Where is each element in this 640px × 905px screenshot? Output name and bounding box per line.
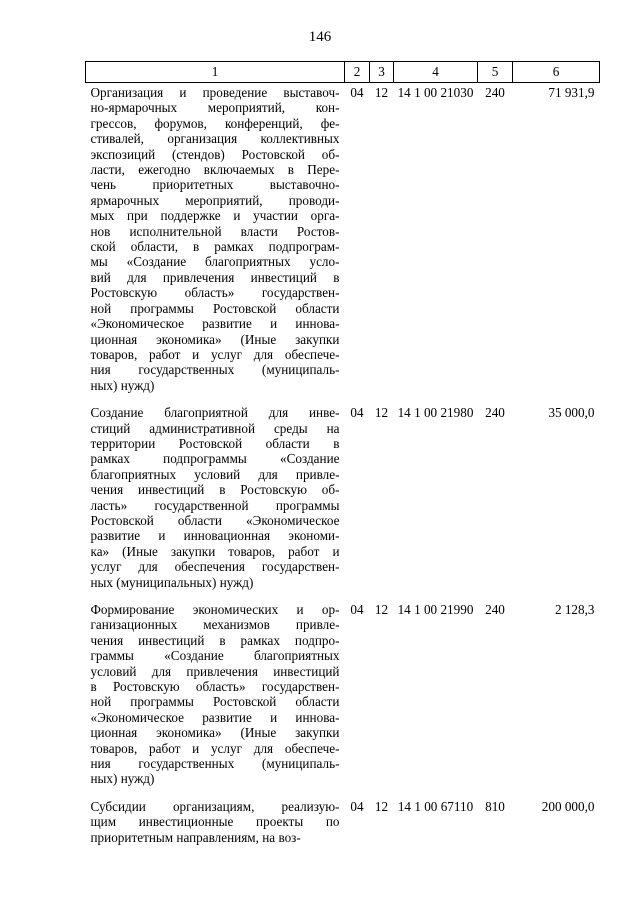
expense-name-line: ласти, ежегодно включаемых в Пере- <box>90 162 340 178</box>
subsection-code: 12 <box>374 798 389 814</box>
expense-name-line: ных) нужд) <box>90 771 155 787</box>
column-header-3: 3 <box>370 62 394 83</box>
expense-name-line: ционная экономика» (Иные закупки <box>90 725 340 741</box>
expense-name-line: территории Ростовской области в <box>90 435 340 451</box>
section-code: 04 <box>350 798 364 814</box>
expense-type-code: 240 <box>485 602 505 617</box>
expense-name-line: ных) нужд) <box>90 377 155 393</box>
page-number: 146 <box>308 29 332 45</box>
expense-name-line: ярмарочных мероприятий, проводи- <box>90 192 340 208</box>
expense-name-line: ка» (Иные закупки товаров, работ и <box>90 543 340 559</box>
expense-name-line: «Экономическое развитие и иннова- <box>90 316 340 332</box>
expense-name-line: «Экономическое развитие и иннова- <box>90 709 340 725</box>
expense-name-line: ласть» государственной программы <box>90 497 340 513</box>
expense-name-line: мы «Создание благоприятных усло- <box>90 254 340 270</box>
table-row <box>86 403 600 600</box>
expense-name-line: стивалей, организация коллективных <box>90 131 340 147</box>
expense-name <box>86 403 345 600</box>
table-body <box>86 83 600 846</box>
expense-name-line: стиций административной среды на <box>90 420 340 436</box>
expense-name-line: экспозиций (стендов) Ростовской об- <box>90 146 340 162</box>
expense-name-line: ния государственных (муниципаль- <box>90 756 340 772</box>
expense-name-line: ной программы Ростовской области <box>90 694 340 710</box>
column-header-6: 6 <box>513 62 600 83</box>
expense-type-code: 240 <box>485 405 505 421</box>
target-article-code: 14 1 00 21030 <box>397 85 474 100</box>
expense-name-line: Создание благоприятной для инве- <box>90 405 340 421</box>
expense-name-line: Организация и проведение выставоч- <box>90 85 340 100</box>
subsection-code: 12 <box>374 405 389 421</box>
column-header-1: 1 <box>86 62 345 83</box>
expense-name-line: чень приоритетных выставочно- <box>90 177 340 193</box>
amount: 2 128,3 <box>554 602 595 617</box>
expense-name-line: Ростовской области «Экономическое <box>90 512 340 528</box>
expense-name <box>86 83 345 404</box>
table-row <box>86 797 600 845</box>
column-header-2: 2 <box>345 62 370 83</box>
expense-name-line: развитие и инновационная экономи- <box>90 528 340 544</box>
expense-name <box>86 797 345 845</box>
budget-table <box>85 61 600 845</box>
section-code: 04 <box>350 85 364 100</box>
expense-name-line: приоритетным направлениям, на воз- <box>90 829 301 845</box>
target-article-code: 14 1 00 21990 <box>397 602 474 617</box>
amount: 200 000,0 <box>541 798 595 814</box>
table-header-row <box>86 62 600 83</box>
expense-name-line: благоприятных условий для привле- <box>90 466 340 482</box>
expense-name-line: рамках подпрограммы «Создание <box>90 451 340 467</box>
section-code: 04 <box>350 602 364 617</box>
amount: 71 931,9 <box>548 85 595 100</box>
expense-type-code: 810 <box>485 798 505 814</box>
expense-name-line: Субсидии организациям, реализую- <box>90 798 340 814</box>
subsection-code: 12 <box>374 602 389 617</box>
expense-name-line: ных (муниципальных) нужд) <box>90 574 254 590</box>
expense-name-line: услуг для обеспечения государствен- <box>90 559 340 575</box>
expense-name-line: нов исполнительной власти Ростов- <box>90 223 340 239</box>
expense-name-line: Ростовскую область» государствен- <box>90 285 340 301</box>
expense-name-line: граммы «Создание благоприятных <box>90 648 340 664</box>
expense-name-line: чения инвестиций в рамках подпро- <box>90 632 340 648</box>
expense-name-line: ской области, в рамках подпрограм- <box>90 239 340 255</box>
target-article-code: 14 1 00 67110 <box>397 798 474 814</box>
expense-name-line: щим инвестиционные проекты по <box>90 814 340 830</box>
expense-name-line: в Ростовскую область» государствен- <box>90 679 340 695</box>
expense-name-line: грессов, форумов, конференций, фе- <box>90 115 340 131</box>
column-header-5: 5 <box>478 62 513 83</box>
expense-name-line: товаров, работ и услуг для обеспече- <box>90 740 340 756</box>
amount: 35 000,0 <box>548 405 595 421</box>
target-article-code: 14 1 00 21980 <box>397 405 474 421</box>
expense-name-line: чения инвестиций в Ростовскую об- <box>90 482 340 498</box>
expense-name-line: вий для привлечения инвестиций в <box>90 269 340 285</box>
expense-name <box>86 600 345 797</box>
column-header-4: 4 <box>394 62 478 83</box>
section-code: 04 <box>350 405 364 421</box>
expense-name-line: ганизационных механизмов привле- <box>90 617 340 633</box>
expense-name-line: условий для привлечения инвестиций <box>90 663 340 679</box>
expense-name-line: мых при поддержке и участии орга- <box>90 208 340 224</box>
table-row <box>86 600 600 797</box>
expense-name-line: ционная экономика» (Иные закупки <box>90 331 340 347</box>
expense-name-line: товаров, работ и услуг для обеспече- <box>90 346 340 362</box>
expense-name-line: но-ярмарочных мероприятий, кон- <box>90 100 340 116</box>
subsection-code: 12 <box>374 85 389 100</box>
expense-name-line: Формирование экономических и ор- <box>90 602 340 617</box>
expense-type-code: 240 <box>485 85 505 100</box>
table-row <box>86 83 600 404</box>
expense-name-line: ния государственных (муниципаль- <box>90 362 340 378</box>
expense-name-line: ной программы Ростовской области <box>90 300 340 316</box>
